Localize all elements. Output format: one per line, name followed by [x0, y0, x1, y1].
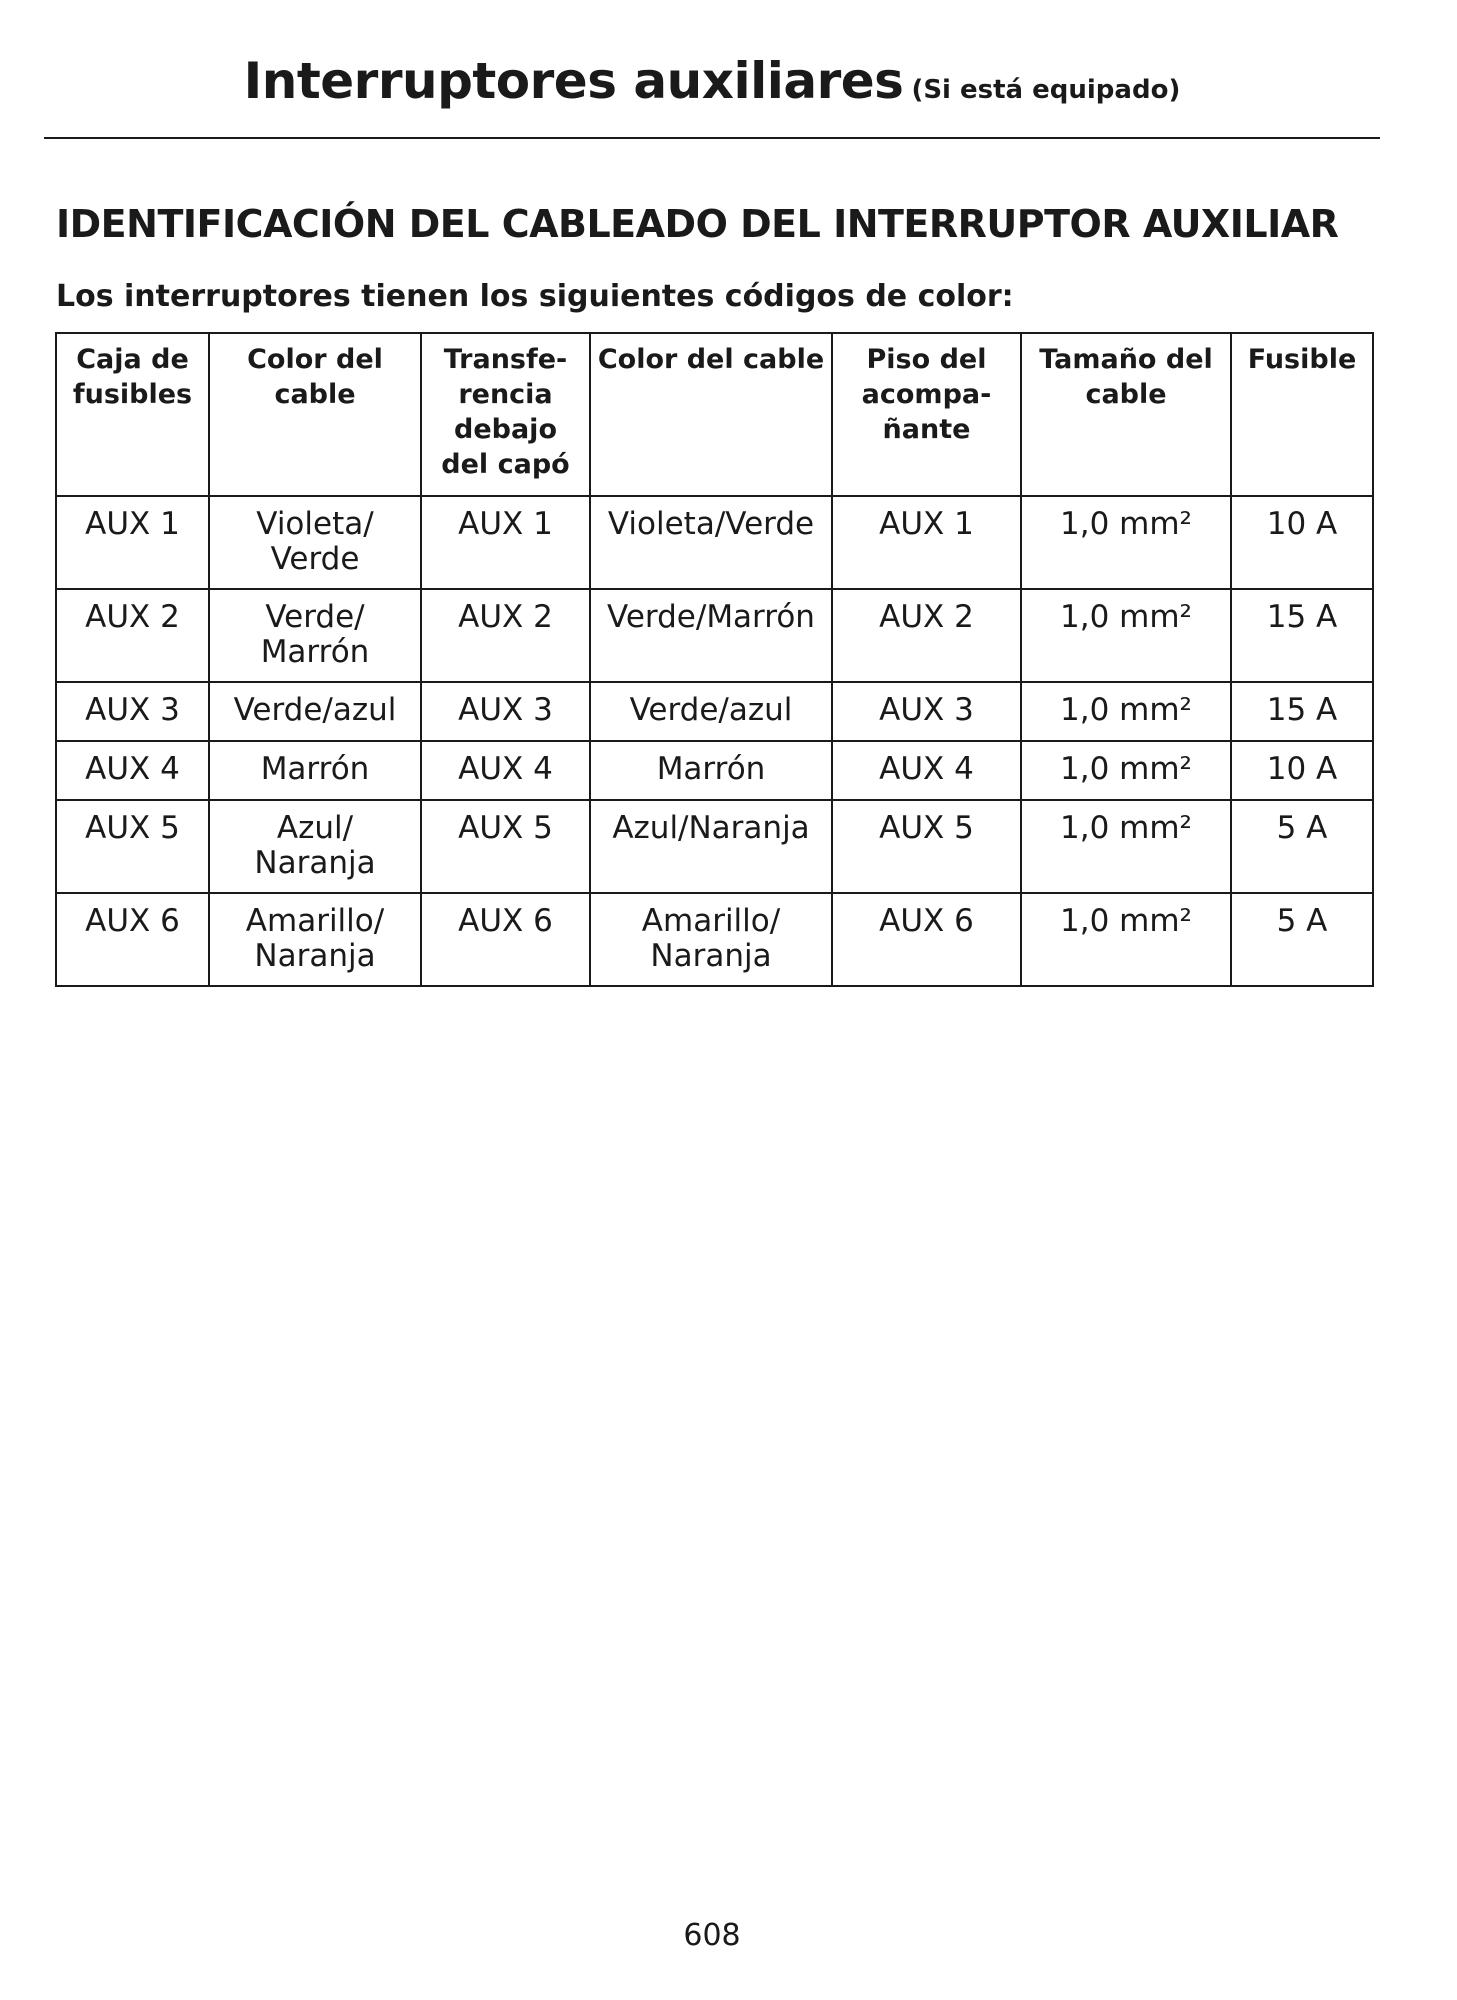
table-cell: Azul/ Naranja: [209, 800, 421, 893]
table-cell: AUX 4: [421, 741, 590, 800]
table-cell: Marrón: [209, 741, 421, 800]
table-cell: 5 A: [1231, 800, 1373, 893]
table-cell: AUX 4: [832, 741, 1021, 800]
table-cell: Marrón: [590, 741, 832, 800]
column-header-passenger-floor: Piso del acompa-ñante: [832, 333, 1021, 496]
table-cell: Azul/Naranja: [590, 800, 832, 893]
page-subtitle: (Si está equipado): [911, 75, 1181, 105]
table-cell: AUX 2: [56, 589, 209, 682]
column-header-wire-color-2: Color del cable: [590, 333, 832, 496]
header-divider: [44, 137, 1380, 139]
table-cell: AUX 2: [421, 589, 590, 682]
table-cell: 1,0 mm²: [1021, 496, 1231, 589]
table-cell: AUX 6: [56, 893, 209, 986]
table-cell: AUX 6: [832, 893, 1021, 986]
table-row: [56, 682, 1373, 741]
table-row: [56, 496, 1373, 589]
table-cell: Violeta/Verde: [590, 496, 832, 589]
table-cell: AUX 1: [56, 496, 209, 589]
table-cell: AUX 3: [56, 682, 209, 741]
table-header-row: [56, 333, 1373, 496]
table-cell: 10 A: [1231, 496, 1373, 589]
table-cell: Verde/azul: [590, 682, 832, 741]
table-cell: AUX 1: [832, 496, 1021, 589]
table-cell: 15 A: [1231, 682, 1373, 741]
table-cell: AUX 3: [421, 682, 590, 741]
page-number: 608: [683, 1918, 741, 1953]
page-header: [44, 52, 1380, 110]
table-cell: AUX 5: [56, 800, 209, 893]
table-cell: AUX 4: [56, 741, 209, 800]
table-row: [56, 589, 1373, 682]
table-cell: AUX 5: [421, 800, 590, 893]
table-cell: 1,0 mm²: [1021, 741, 1231, 800]
table-cell: 15 A: [1231, 589, 1373, 682]
column-header-wire-size: Tamaño del cable: [1021, 333, 1231, 496]
column-header-wire-color: Color del cable: [209, 333, 421, 496]
table-row: [56, 893, 1373, 986]
table-cell: AUX 6: [421, 893, 590, 986]
page-title: Interruptores auxiliares: [243, 52, 904, 110]
table-cell: AUX 5: [832, 800, 1021, 893]
wiring-table: [55, 332, 1374, 987]
table-cell: Verde/azul: [209, 682, 421, 741]
table-cell: 1,0 mm²: [1021, 800, 1231, 893]
table-row: [56, 741, 1373, 800]
table-cell: 1,0 mm²: [1021, 589, 1231, 682]
table-cell: Verde/Marrón: [590, 589, 832, 682]
section-heading: IDENTIFICACIÓN DEL CABLEADO DEL INTERRUPTOR AUXILIAR: [56, 202, 1339, 246]
table-cell: Amarillo/ Naranja: [590, 893, 832, 986]
intro-text: Los interruptores tienen los siguientes códigos de color:: [56, 279, 1014, 314]
table-cell: 10 A: [1231, 741, 1373, 800]
table-cell: Amarillo/ Naranja: [209, 893, 421, 986]
table-cell: 1,0 mm²: [1021, 893, 1231, 986]
table-cell: AUX 1: [421, 496, 590, 589]
column-header-fuse-box: Caja de fusibles: [56, 333, 209, 496]
table-row: [56, 800, 1373, 893]
column-header-fuse: Fusible: [1231, 333, 1373, 496]
table-cell: 1,0 mm²: [1021, 682, 1231, 741]
table-cell: AUX 2: [832, 589, 1021, 682]
table-cell: Verde/ Marrón: [209, 589, 421, 682]
column-header-underhood-transfer: Transfe-rencia debajo del capó: [421, 333, 590, 496]
table-cell: AUX 3: [832, 682, 1021, 741]
table-cell: 5 A: [1231, 893, 1373, 986]
table-cell: Violeta/ Verde: [209, 496, 421, 589]
